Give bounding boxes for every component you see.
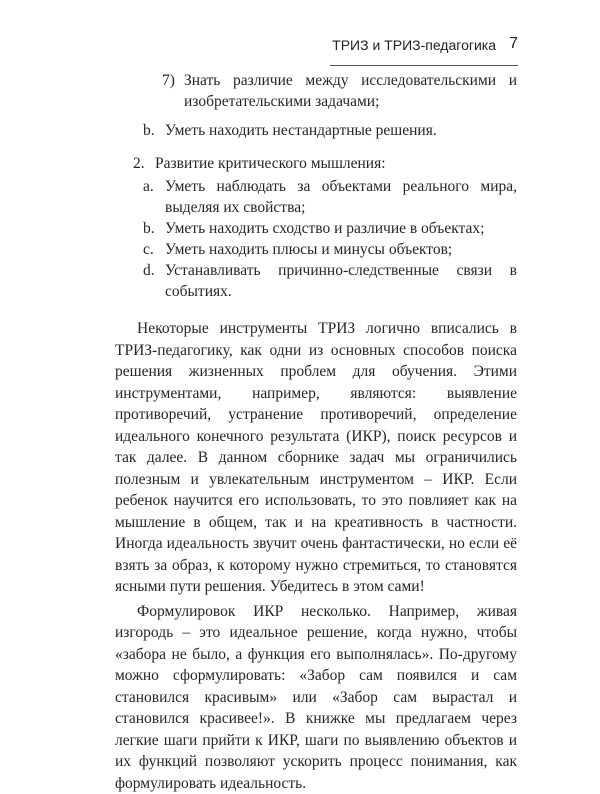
page-number: 7 [509,35,518,53]
list-marker: 2. [133,153,155,174]
header-rule [330,65,518,66]
body-paragraph: Некоторые инструменты ТРИЗ логично вписались в ТРИЗ-педагогику, как одни из основных способов поиска решения жизненных проблем для обучения. Этими инструментами, например, являются: выявление противоречий, устранение противоречий, определение идеального конечного результата (ИКР), поиск ресурсов и так далее. В данном сборнике задач мы ограничились полезным и увлекательным инструментом – ИКР. Если ребенок научится его использовать, то это повлияет как на мышление в общем, так и на креативность в частности. Иногда идеальность звучит очень фантастически, но если её взять за образ, к которому нужно стремиться, то становятся ясными пути решения. Убедитесь в этом сами! [115,318,517,598]
list-item [143,176,517,218]
list-item [143,218,517,239]
list-item-text: Уметь находить сходство и различие в объектах; [165,218,517,239]
list-marker: d. [143,260,165,281]
running-title: ТРИЗ и ТРИЗ-педагогика [332,37,496,53]
list-item-text: Уметь находить нестандартные решения. [165,120,517,141]
list-marker: 7) [162,70,184,91]
list-marker: b. [143,218,165,239]
section-heading [133,153,517,174]
list-item [162,70,517,112]
page-content [115,70,517,794]
list-marker: b. [143,120,165,141]
section-title: Развитие критического мышления: [155,153,517,174]
list-item [143,120,517,141]
list-marker: c. [143,239,165,260]
list-item [143,260,517,302]
list-marker: a. [143,176,165,197]
list-item-text: Устанавливать причинно-следственные связи в событиях. [165,260,517,302]
list-item-text: Уметь наблюдать за объектами реального мира, выделяя их свойства; [165,176,517,218]
body-paragraph: Формулировок ИКР несколько. Например, живая изгородь – это идеальное решение, когда нужно, чтобы «забора не было, а функция его выполнялась». По-другому можно сформулировать: «Забор сам появился и сам становился красивым» или «Забор сам вырастал и становился красивее!». В книжке мы предлагаем через легкие шаги прийти к ИКР, шаги по выявлению объектов и их функций позволяют ускорить процесс понимания, как формулировать идеальность. [115,601,517,794]
list-item-text: Уметь находить плюсы и минусы объектов; [165,239,517,260]
list-item [143,239,517,260]
running-header [0,24,600,64]
list-item-text: Знать различие между исследовательскими и изобретательскими задачами; [184,70,517,112]
